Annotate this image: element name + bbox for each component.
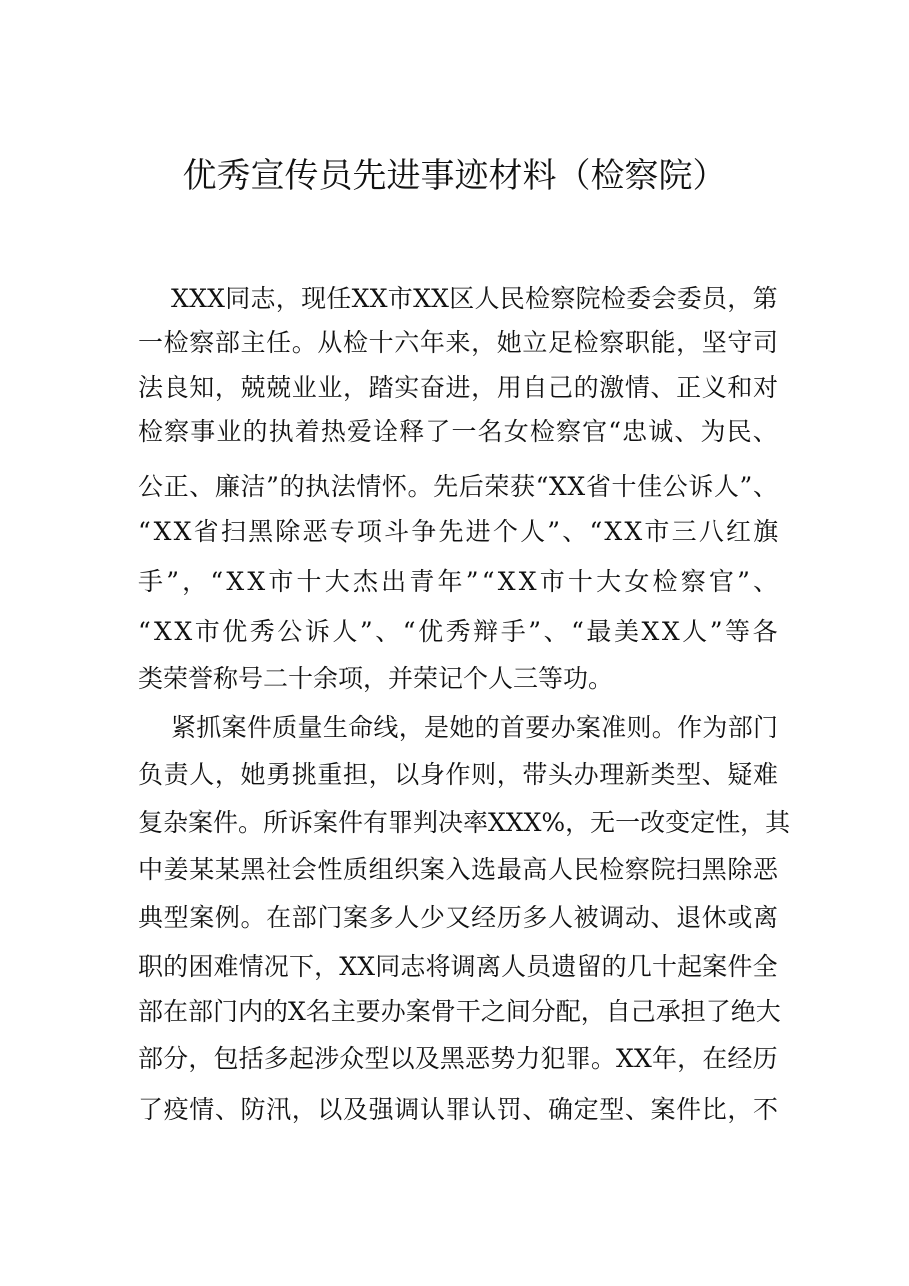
paragraph-2-line-5: 典型案例。在部门案多人少又经历多人被调动、退休或离 [138, 903, 779, 932]
paragraph-2-line-2: 负责人，她勇挑重担，以身作则，带头办理新类型、疑难 [138, 760, 779, 789]
paragraph-1-line-4: 检察事业的执着热爱诠释了一名女检察官“忠诚、为民、 [138, 417, 779, 446]
paragraph-2-line-8: 部分，包括多起涉众型以及黑恶势力犯罪。XX年，在经历 [138, 1044, 778, 1073]
paragraph-2-line-9: 了疫情、防汛，以及强调认罪认罚、确定型、案件比，不 [138, 1095, 779, 1124]
paragraph-2-line-6: 职的困难情况下，XX同志将调离人员遗留的几十起案件全 [138, 952, 778, 981]
paragraph-2-line-3: 复杂案件。所诉案件有罪判决率XXX%，无一改变定性，其 [138, 808, 791, 837]
document-title: 优秀宣传员先进事迹材料（检察院） [182, 156, 727, 196]
paragraph-1-line-3: 法良知，兢兢业业，踏实奋进，用自己的激情、正义和对 [138, 373, 779, 402]
paragraph-1-line-6: “XX省扫黑除恶专项斗争先进个人”、“XX市三八红旗 [138, 517, 781, 546]
paragraph-2-line-1: 紧抓案件质量生命线，是她的首要办案准则。作为部门 [171, 713, 779, 742]
paragraph-1-line-9: 类荣誉称号二十余项，并荣记个人三等功。 [138, 664, 614, 693]
paragraph-1-line-8: “XX市优秀公诉人”、“优秀辩手”、“最美XX人”等各 [138, 617, 781, 646]
paragraph-2-line-4: 中姜某某黑社会性质组织案入选最高人民检察院扫黑除恶 [138, 855, 779, 884]
paragraph-2-line-7: 部在部门内的X名主要办案骨干之间分配，自己承担了绝大 [138, 997, 781, 1026]
paragraph-1-line-7: 手”，“XX市十大杰出青年”“XX市十大女检察官”、 [138, 567, 782, 596]
paragraph-1-line-5: 公正、廉洁”的执法情怀。先后荣获“XX省十佳公诉人”、 [138, 472, 779, 501]
paragraph-1-line-1: XXX同志，现任XX市XX区人民检察院检委会委员，第 [171, 284, 778, 313]
paragraph-1-line-2: 一检察部主任。从检十六年来，她立足检察职能，坚守司 [138, 328, 779, 357]
